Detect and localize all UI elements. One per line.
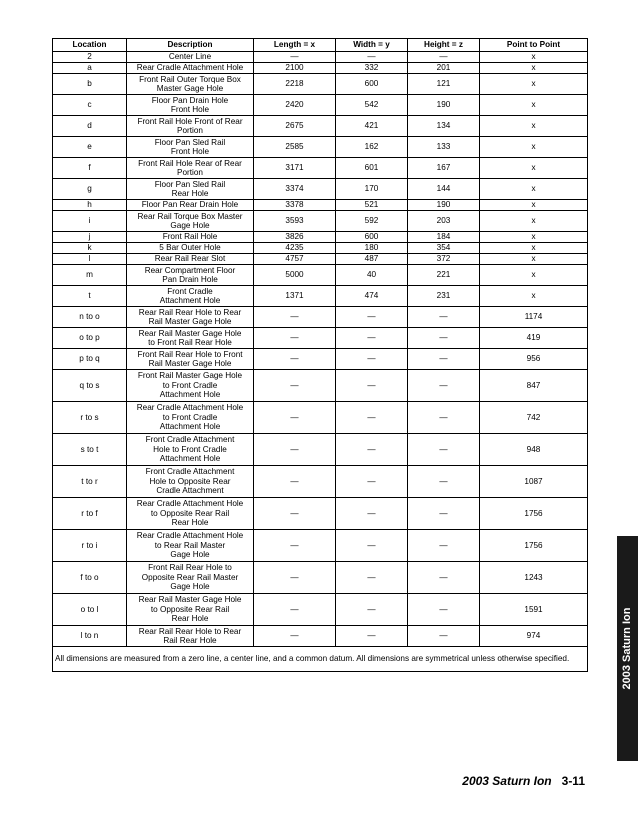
cell-description bbox=[127, 286, 254, 307]
description-line: 5 Bar Outer Hole bbox=[159, 243, 221, 253]
cell-width: — bbox=[336, 562, 408, 594]
cell-location: q to s bbox=[53, 370, 127, 402]
cell-height: — bbox=[408, 307, 480, 328]
table-row bbox=[53, 116, 588, 137]
cell-height: 134 bbox=[408, 116, 480, 137]
cell-location: r to s bbox=[53, 402, 127, 434]
cell-height: 121 bbox=[408, 74, 480, 95]
description-line: Gage Hole bbox=[170, 582, 210, 592]
cell-height: 201 bbox=[408, 63, 480, 74]
cell-description bbox=[127, 243, 254, 254]
page-number: 3-11 bbox=[561, 774, 585, 788]
cell-height: 133 bbox=[408, 137, 480, 158]
table-row bbox=[53, 562, 588, 594]
cell-point-to-point: x bbox=[480, 232, 588, 243]
cell-width: — bbox=[336, 466, 408, 498]
table-row bbox=[53, 466, 588, 498]
table-row bbox=[53, 498, 588, 530]
table-row bbox=[53, 200, 588, 211]
description-line: Rear Rail Master Gage Hole bbox=[138, 328, 242, 338]
description-line: Rear Rail Master Gage Hole bbox=[138, 595, 242, 605]
cell-description bbox=[127, 200, 254, 211]
cell-location: r to i bbox=[53, 530, 127, 562]
cell-width: 332 bbox=[336, 63, 408, 74]
description-line: Front Cradle bbox=[167, 286, 213, 296]
cell-height: 184 bbox=[408, 232, 480, 243]
cell-location: i bbox=[53, 211, 127, 232]
side-tab bbox=[617, 536, 638, 761]
description-line: to Opposite Rear Rail bbox=[150, 508, 230, 518]
cell-height: — bbox=[408, 530, 480, 562]
cell-length: 3171 bbox=[254, 158, 336, 179]
cell-description bbox=[127, 63, 254, 74]
cell-width: 162 bbox=[336, 137, 408, 158]
table-footnote: All dimensions are measured from a zero line, a center line, and a common datum. All dimensions are symmetrical unless otherwise specified. bbox=[53, 647, 588, 672]
cell-length: — bbox=[254, 530, 336, 562]
table-row bbox=[53, 232, 588, 243]
cell-length: 5000 bbox=[254, 265, 336, 286]
cell-width: — bbox=[336, 402, 408, 434]
cell-description bbox=[127, 52, 254, 63]
cell-height: 203 bbox=[408, 211, 480, 232]
table-row bbox=[53, 349, 588, 370]
cell-location: k bbox=[53, 243, 127, 254]
description-line: Floor Pan Sled Rail bbox=[154, 179, 226, 189]
dimension-table bbox=[52, 38, 588, 672]
cell-width: 601 bbox=[336, 158, 408, 179]
table-row bbox=[53, 52, 588, 63]
cell-location: p to q bbox=[53, 349, 127, 370]
cell-description bbox=[127, 179, 254, 200]
cell-location: t to r bbox=[53, 466, 127, 498]
description-line: Front Hole bbox=[170, 105, 210, 114]
cell-location: g bbox=[53, 179, 127, 200]
cell-point-to-point: x bbox=[480, 74, 588, 95]
cell-point-to-point: 974 bbox=[480, 626, 588, 647]
cell-length: — bbox=[254, 370, 336, 402]
cell-width: — bbox=[336, 328, 408, 349]
description-line: Hole to Front Cradle bbox=[153, 444, 227, 454]
cell-length: 1371 bbox=[254, 286, 336, 307]
cell-point-to-point: x bbox=[480, 211, 588, 232]
table-row bbox=[53, 530, 588, 562]
cell-height: — bbox=[408, 434, 480, 466]
cell-location: r to f bbox=[53, 498, 127, 530]
description-line: Attachment Hole bbox=[159, 422, 221, 432]
cell-point-to-point: x bbox=[480, 52, 588, 63]
table-row bbox=[53, 370, 588, 402]
cell-length: — bbox=[254, 52, 336, 63]
description-line: Center Line bbox=[168, 52, 212, 62]
cell-point-to-point: 1756 bbox=[480, 498, 588, 530]
description-line: Pan Drain Hole bbox=[162, 275, 218, 284]
cell-width: 474 bbox=[336, 286, 408, 307]
table-row bbox=[53, 594, 588, 626]
cell-point-to-point: 847 bbox=[480, 370, 588, 402]
description-line: Rear Compartment Floor bbox=[144, 265, 236, 275]
description-line: to Front Rail Rear Hole bbox=[148, 338, 232, 347]
cell-location: m bbox=[53, 265, 127, 286]
cell-description bbox=[127, 562, 254, 594]
table-row bbox=[53, 286, 588, 307]
cell-description bbox=[127, 158, 254, 179]
table-row bbox=[53, 137, 588, 158]
cell-location: s to t bbox=[53, 434, 127, 466]
description-line: Front Rail Hole Rear of Rear bbox=[138, 158, 242, 168]
cell-location: c bbox=[53, 95, 127, 116]
cell-height: — bbox=[408, 562, 480, 594]
cell-length: 3378 bbox=[254, 200, 336, 211]
cell-location: j bbox=[53, 232, 127, 243]
cell-point-to-point: 948 bbox=[480, 434, 588, 466]
cell-point-to-point: x bbox=[480, 116, 588, 137]
cell-width: 487 bbox=[336, 254, 408, 265]
cell-description bbox=[127, 211, 254, 232]
cell-height: — bbox=[408, 626, 480, 647]
cell-height: 231 bbox=[408, 286, 480, 307]
cell-location: l bbox=[53, 254, 127, 265]
cell-height: 144 bbox=[408, 179, 480, 200]
cell-width: 600 bbox=[336, 74, 408, 95]
description-line: Floor Pan Sled Rail bbox=[154, 137, 226, 147]
description-line: Rear Hole bbox=[171, 614, 209, 624]
footer-model: 2003 Saturn Ion bbox=[462, 774, 552, 788]
header-length: Length = x bbox=[254, 39, 336, 52]
cell-width: 180 bbox=[336, 243, 408, 254]
table-header-row bbox=[53, 39, 588, 52]
table-row bbox=[53, 211, 588, 232]
description-line: Rear Hole bbox=[171, 189, 209, 198]
header-width: Width = y bbox=[336, 39, 408, 52]
description-line: Front Rail Master Gage Hole bbox=[137, 371, 243, 381]
cell-height: — bbox=[408, 370, 480, 402]
cell-location: o to l bbox=[53, 594, 127, 626]
cell-height: — bbox=[408, 466, 480, 498]
table-row bbox=[53, 95, 588, 116]
cell-point-to-point: x bbox=[480, 158, 588, 179]
page-footer bbox=[462, 774, 585, 788]
description-line: Gage Hole bbox=[170, 550, 210, 560]
cell-length: — bbox=[254, 466, 336, 498]
cell-point-to-point: x bbox=[480, 137, 588, 158]
description-line: Rear Rail Rear Slot bbox=[154, 254, 226, 264]
cell-height: 167 bbox=[408, 158, 480, 179]
cell-location: l to n bbox=[53, 626, 127, 647]
cell-length: 2675 bbox=[254, 116, 336, 137]
cell-height: 354 bbox=[408, 243, 480, 254]
cell-description bbox=[127, 349, 254, 370]
cell-point-to-point: x bbox=[480, 63, 588, 74]
cell-point-to-point: x bbox=[480, 254, 588, 265]
cell-width: — bbox=[336, 434, 408, 466]
cell-description bbox=[127, 498, 254, 530]
description-line: Front Cradle Attachment bbox=[145, 435, 235, 445]
description-line: Front Rail Hole Front of Rear bbox=[137, 116, 243, 126]
cell-location: f to o bbox=[53, 562, 127, 594]
cell-point-to-point: 1591 bbox=[480, 594, 588, 626]
description-line: Rear Cradle Attachment Hole bbox=[136, 531, 244, 541]
cell-length: 2585 bbox=[254, 137, 336, 158]
header-location: Location bbox=[53, 39, 127, 52]
side-tab-label: 2003 Saturn Ion bbox=[621, 607, 633, 690]
cell-point-to-point: x bbox=[480, 200, 588, 211]
cell-location: f bbox=[53, 158, 127, 179]
cell-description bbox=[127, 74, 254, 95]
header-description: Description bbox=[127, 39, 254, 52]
table-row bbox=[53, 63, 588, 74]
cell-length: — bbox=[254, 402, 336, 434]
cell-length: — bbox=[254, 307, 336, 328]
cell-description bbox=[127, 95, 254, 116]
cell-width: — bbox=[336, 594, 408, 626]
cell-width: — bbox=[336, 349, 408, 370]
cell-description bbox=[127, 466, 254, 498]
description-line: Front Rail Hole bbox=[162, 232, 218, 242]
cell-location: b bbox=[53, 74, 127, 95]
description-line: Front Cradle Attachment bbox=[145, 467, 235, 477]
cell-length: 4757 bbox=[254, 254, 336, 265]
cell-description bbox=[127, 137, 254, 158]
cell-width: 592 bbox=[336, 211, 408, 232]
cell-length: — bbox=[254, 626, 336, 647]
description-line: Rail Master Gage Hole bbox=[148, 317, 232, 326]
header-point-to-point: Point to Point bbox=[480, 39, 588, 52]
cell-height: — bbox=[408, 349, 480, 370]
description-line: Attachment Hole bbox=[159, 296, 221, 305]
description-line: Floor Pan Drain Hole bbox=[151, 95, 229, 105]
cell-point-to-point: 1756 bbox=[480, 530, 588, 562]
cell-location: t bbox=[53, 286, 127, 307]
description-line: to Opposite Rear Rail bbox=[150, 604, 230, 614]
cell-location: h bbox=[53, 200, 127, 211]
cell-location: n to o bbox=[53, 307, 127, 328]
cell-location: 2 bbox=[53, 52, 127, 63]
table-row bbox=[53, 158, 588, 179]
cell-length: — bbox=[254, 498, 336, 530]
description-line: to Front Cradle bbox=[162, 380, 218, 390]
table-row bbox=[53, 179, 588, 200]
cell-description bbox=[127, 328, 254, 349]
cell-length: 2218 bbox=[254, 74, 336, 95]
description-line: Rail Rear Hole bbox=[163, 636, 217, 645]
cell-point-to-point: 956 bbox=[480, 349, 588, 370]
cell-length: 4235 bbox=[254, 243, 336, 254]
description-line: Attachment Hole bbox=[159, 454, 221, 464]
cell-description bbox=[127, 232, 254, 243]
description-line: Portion bbox=[177, 126, 203, 135]
cell-width: 421 bbox=[336, 116, 408, 137]
cell-height: — bbox=[408, 498, 480, 530]
cell-point-to-point: x bbox=[480, 243, 588, 254]
description-line: Opposite Rear Rail Master bbox=[141, 572, 239, 582]
cell-description bbox=[127, 116, 254, 137]
cell-description bbox=[127, 626, 254, 647]
table-row bbox=[53, 265, 588, 286]
cell-description bbox=[127, 530, 254, 562]
cell-height: 190 bbox=[408, 95, 480, 116]
table-row bbox=[53, 328, 588, 349]
cell-length: — bbox=[254, 328, 336, 349]
description-line: Rail Master Gage Hole bbox=[148, 359, 232, 368]
cell-point-to-point: 419 bbox=[480, 328, 588, 349]
cell-width: — bbox=[336, 498, 408, 530]
cell-length: — bbox=[254, 562, 336, 594]
cell-point-to-point: x bbox=[480, 265, 588, 286]
cell-height: 221 bbox=[408, 265, 480, 286]
cell-width: 542 bbox=[336, 95, 408, 116]
table-row bbox=[53, 307, 588, 328]
table-row bbox=[53, 434, 588, 466]
cell-description bbox=[127, 402, 254, 434]
description-line: Hole to Opposite Rear bbox=[149, 476, 231, 486]
cell-length: 3593 bbox=[254, 211, 336, 232]
cell-width: 600 bbox=[336, 232, 408, 243]
description-line: Rear Rail Torque Box Master bbox=[137, 211, 243, 221]
description-line: Rear Cradle Attachment Hole bbox=[136, 63, 244, 73]
description-line: Rear Hole bbox=[171, 518, 209, 528]
cell-description bbox=[127, 370, 254, 402]
table-row bbox=[53, 626, 588, 647]
cell-location: e bbox=[53, 137, 127, 158]
description-line: Front Rail Rear Hole to bbox=[148, 563, 232, 573]
cell-width: 40 bbox=[336, 265, 408, 286]
cell-length: 3826 bbox=[254, 232, 336, 243]
cell-length: — bbox=[254, 594, 336, 626]
cell-height: — bbox=[408, 594, 480, 626]
cell-point-to-point: x bbox=[480, 286, 588, 307]
cell-description bbox=[127, 307, 254, 328]
cell-point-to-point: x bbox=[480, 95, 588, 116]
description-line: Floor Pan Rear Drain Hole bbox=[141, 200, 239, 210]
cell-description bbox=[127, 594, 254, 626]
cell-length: — bbox=[254, 349, 336, 370]
cell-location: a bbox=[53, 63, 127, 74]
cell-height: — bbox=[408, 402, 480, 434]
cell-width: — bbox=[336, 626, 408, 647]
cell-description bbox=[127, 265, 254, 286]
table-row bbox=[53, 402, 588, 434]
header-height: Height = z bbox=[408, 39, 480, 52]
cell-height: 372 bbox=[408, 254, 480, 265]
description-line: Rear Cradle Attachment Hole bbox=[136, 403, 244, 413]
description-line: Rear Rail Rear Hole to Rear bbox=[138, 307, 242, 317]
table-row bbox=[53, 254, 588, 265]
cell-location: o to p bbox=[53, 328, 127, 349]
cell-length: 2420 bbox=[254, 95, 336, 116]
cell-description bbox=[127, 254, 254, 265]
description-line: Front Rail Rear Hole to Front bbox=[137, 349, 243, 359]
cell-point-to-point: 742 bbox=[480, 402, 588, 434]
cell-point-to-point: 1174 bbox=[480, 307, 588, 328]
description-line: Attachment Hole bbox=[159, 390, 221, 400]
cell-length: 2100 bbox=[254, 63, 336, 74]
cell-width: 521 bbox=[336, 200, 408, 211]
table-row bbox=[53, 74, 588, 95]
cell-point-to-point: 1087 bbox=[480, 466, 588, 498]
description-line: Gage Hole bbox=[170, 221, 210, 230]
cell-width: 170 bbox=[336, 179, 408, 200]
cell-width: — bbox=[336, 530, 408, 562]
cell-point-to-point: 1243 bbox=[480, 562, 588, 594]
cell-height: — bbox=[408, 328, 480, 349]
description-line: to Rear Rail Master bbox=[154, 540, 226, 550]
description-line: to Front Cradle bbox=[162, 412, 218, 422]
description-line: Cradle Attachment bbox=[156, 486, 224, 496]
description-line: Portion bbox=[177, 168, 203, 177]
description-line: Master Gage Hole bbox=[156, 84, 224, 93]
description-line: Front Hole bbox=[170, 147, 210, 156]
cell-location: d bbox=[53, 116, 127, 137]
cell-point-to-point: x bbox=[480, 179, 588, 200]
cell-width: — bbox=[336, 370, 408, 402]
cell-height: 190 bbox=[408, 200, 480, 211]
description-line: Rear Rail Rear Hole to Rear bbox=[138, 626, 242, 636]
cell-description bbox=[127, 434, 254, 466]
description-line: Front Rail Outer Torque Box bbox=[139, 74, 241, 84]
table-row bbox=[53, 243, 588, 254]
cell-width: — bbox=[336, 307, 408, 328]
description-line: Rear Cradle Attachment Hole bbox=[136, 499, 244, 509]
cell-length: 3374 bbox=[254, 179, 336, 200]
cell-length: — bbox=[254, 434, 336, 466]
cell-height: — bbox=[408, 52, 480, 63]
cell-width: — bbox=[336, 52, 408, 63]
